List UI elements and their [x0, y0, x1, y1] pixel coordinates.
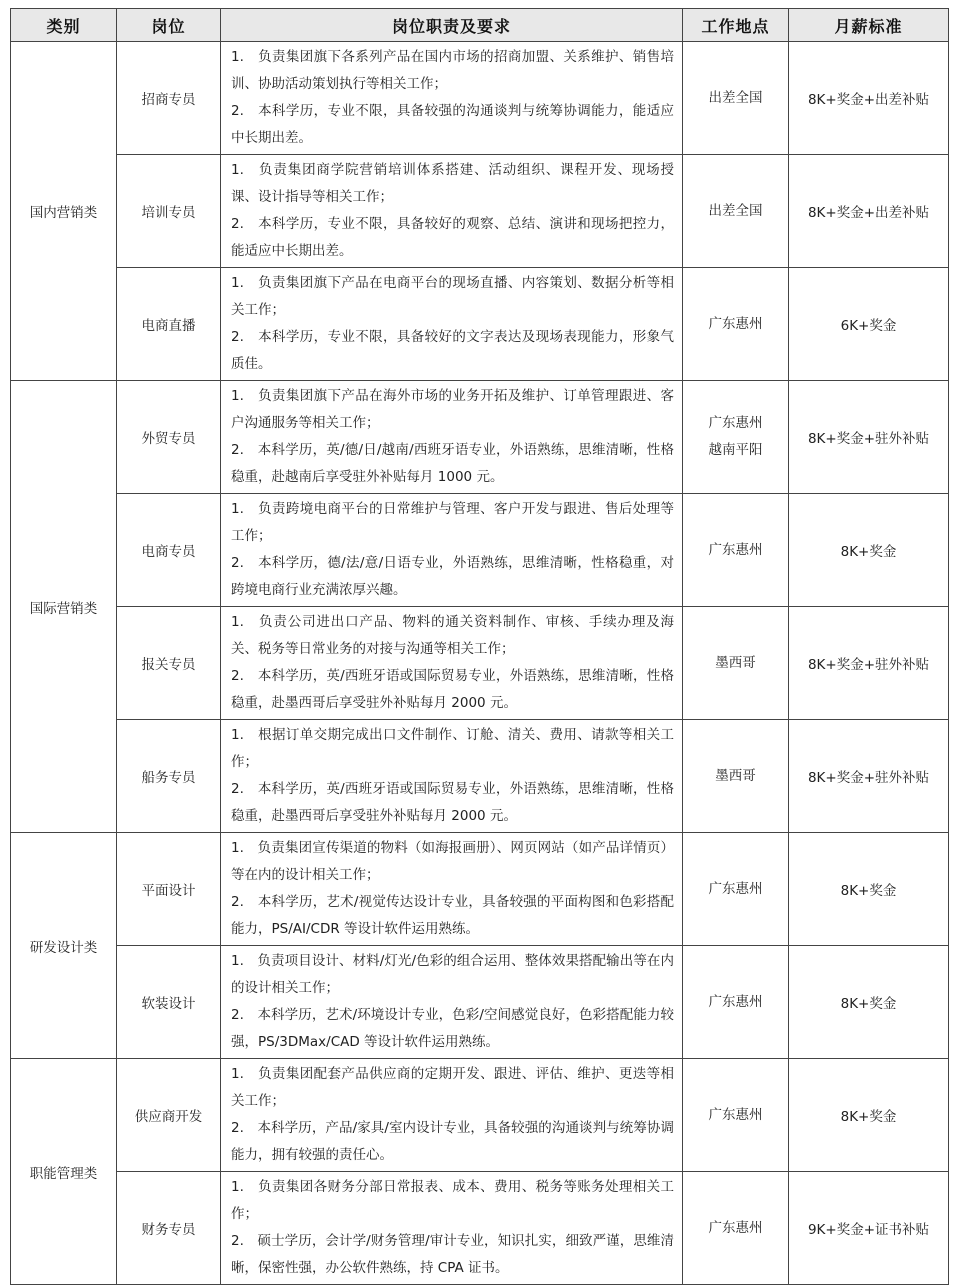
location-cell	[683, 1059, 789, 1172]
duty-line-2: 2. 本科学历，艺术/环境设计专业，色彩/空间感觉良好，色彩搭配能力较强，PS/3DMax/CAD 等设计软件运用熟练。	[231, 1007, 674, 1050]
position-cell: 平面设计	[117, 833, 221, 946]
duty-line-2: 2. 本科学历，英/西班牙语或国际贸易专业，外语熟练，思维清晰，性格稳重，赴墨西哥后享受驻外补贴每月 2000 元。	[231, 668, 674, 711]
duty-line-2: 2. 本科学历，产品/家具/室内设计专业，具备较强的沟通谈判与统筹协调能力，拥有较强的责任心。	[231, 1120, 674, 1163]
duty-line-1: 1. 负责集团配套产品供应商的定期开发、跟进、评估、维护、更迭等相关工作；	[231, 1066, 674, 1109]
position-cell: 报关专员	[117, 607, 221, 720]
header-location: 工作地点	[683, 9, 789, 42]
salary-cell: 8K+奖金+驻外补贴	[789, 607, 949, 720]
location-text: 广东惠州	[708, 315, 763, 332]
category-cell: 研发设计类	[11, 833, 117, 1059]
duties-cell	[221, 833, 683, 946]
location-cell	[683, 833, 789, 946]
duty-line-1: 1. 根据订单交期完成出口文件制作、订舱、清关、费用、请款等相关工作；	[231, 727, 674, 770]
duties-cell	[221, 155, 683, 268]
category-cell: 国际营销类	[11, 381, 117, 833]
duty-line-2: 2. 本科学历，德/法/意/日语专业，外语熟练，思维清晰，性格稳重，对跨境电商行业充满浓厚兴趣。	[231, 555, 674, 598]
duties-cell	[221, 1172, 683, 1285]
salary-cell: 8K+奖金	[789, 1059, 949, 1172]
duty-line-2: 2. 本科学历，专业不限，具备较强的沟通谈判与统筹协调能力，能适应中长期出差。	[231, 103, 674, 146]
location-text: 出差全国	[708, 202, 763, 219]
table-row	[11, 607, 949, 720]
table-row	[11, 494, 949, 607]
location-cell	[683, 946, 789, 1059]
table-row	[11, 42, 949, 155]
duty-line-1: 1. 负责项目设计、材料/灯光/色彩的组合运用、整体效果搭配输出等在内的设计相关工作；	[231, 953, 674, 996]
duty-line-1: 1. 负责集团旗下产品在海外市场的业务开拓及维护、订单管理跟进、客户沟通服务等相关工作；	[231, 388, 674, 431]
header-category: 类别	[11, 9, 117, 42]
position-cell: 软装设计	[117, 946, 221, 1059]
duty-line-1: 1. 负责集团商学院营销培训体系搭建、活动组织、课程开发、现场授课、设计指导等相关工作；	[231, 162, 674, 205]
duty-line-1: 1. 负责集团旗下各系列产品在国内市场的招商加盟、关系维护、销售培训、协助活动策划执行等相关工作；	[231, 49, 674, 92]
duty-line-1: 1. 负责集团宣传渠道的物料（如海报画册）、网页网站（如产品详情页）等在内的设计相关工作；	[231, 840, 674, 883]
duties-cell	[221, 1059, 683, 1172]
position-cell: 船务专员	[117, 720, 221, 833]
header-position: 岗位	[117, 9, 221, 42]
salary-cell: 8K+奖金+驻外补贴	[789, 720, 949, 833]
location-text: 广东惠州	[708, 880, 763, 897]
duties-cell	[221, 720, 683, 833]
salary-cell: 8K+奖金+出差补贴	[789, 42, 949, 155]
position-cell: 电商专员	[117, 494, 221, 607]
position-cell: 供应商开发	[117, 1059, 221, 1172]
salary-cell: 8K+奖金+驻外补贴	[789, 381, 949, 494]
location-text: 越南平阳	[708, 442, 763, 458]
duties-cell	[221, 42, 683, 155]
category-cell: 国内营销类	[11, 42, 117, 381]
salary-cell: 8K+奖金	[789, 833, 949, 946]
location-text: 广东惠州	[708, 541, 763, 558]
table-row	[11, 381, 949, 494]
category-cell: 职能管理类	[11, 1059, 117, 1285]
table-row	[11, 833, 949, 946]
location-text: 墨西哥	[715, 654, 756, 671]
location-cell	[683, 494, 789, 607]
position-cell: 电商直播	[117, 268, 221, 381]
duty-line-2: 2. 本科学历，英/德/日/越南/西班牙语专业，外语熟练，思维清晰，性格稳重，赴越南后享受驻外补贴每月 1000 元。	[231, 442, 674, 485]
location-text: 出差全国	[708, 89, 763, 106]
duty-line-1: 1. 负责集团各财务分部日常报表、成本、费用、税务等账务处理相关工作；	[231, 1179, 674, 1222]
duty-line-1: 1. 负责跨境电商平台的日常维护与管理、客户开发与跟进、售后处理等工作；	[231, 501, 674, 544]
location-cell	[683, 42, 789, 155]
location-text: 广东惠州	[708, 993, 763, 1010]
duty-line-1: 1. 负责公司进出口产品、物料的通关资料制作、审核、手续办理及海关、税务等日常业务的对接与沟通等相关工作；	[231, 614, 674, 657]
duties-cell	[221, 381, 683, 494]
duties-cell	[221, 607, 683, 720]
duties-cell	[221, 946, 683, 1059]
duties-cell	[221, 268, 683, 381]
salary-cell: 8K+奖金+出差补贴	[789, 155, 949, 268]
location-cell	[683, 268, 789, 381]
table-row	[11, 946, 949, 1059]
duty-line-2: 2. 本科学历，艺术/视觉传达设计专业，具备较强的平面构图和色彩搭配能力，PS/AI/CDR 等设计软件运用熟练。	[231, 894, 674, 937]
position-cell: 招商专员	[117, 42, 221, 155]
location-cell	[683, 607, 789, 720]
table-row	[11, 268, 949, 381]
position-cell: 外贸专员	[117, 381, 221, 494]
duty-line-2: 2. 本科学历，专业不限，具备较好的观察、总结、演讲和现场把控力，能适应中长期出差。	[231, 216, 674, 259]
salary-cell: 9K+奖金+证书补贴	[789, 1172, 949, 1285]
duty-line-1: 1. 负责集团旗下产品在电商平台的现场直播、内容策划、数据分析等相关工作；	[231, 275, 674, 318]
duty-line-2: 2. 硕士学历，会计学/财务管理/审计专业，知识扎实，细致严谨，思维清晰，保密性强，办公软件熟练，持 CPA 证书。	[231, 1233, 674, 1276]
salary-cell: 6K+奖金	[789, 268, 949, 381]
location-text: 广东惠州	[708, 415, 763, 431]
duty-line-2: 2. 本科学历，英/西班牙语或国际贸易专业，外语熟练，思维清晰，性格稳重，赴墨西哥后享受驻外补贴每月 2000 元。	[231, 781, 674, 824]
salary-cell: 8K+奖金	[789, 494, 949, 607]
table-row	[11, 720, 949, 833]
duties-cell	[221, 494, 683, 607]
header-salary: 月薪标准	[789, 9, 949, 42]
salary-cell: 8K+奖金	[789, 946, 949, 1059]
position-cell: 财务专员	[117, 1172, 221, 1285]
duty-line-2: 2. 本科学历，专业不限，具备较好的文字表达及现场表现能力，形象气质佳。	[231, 329, 674, 372]
job-table	[10, 8, 949, 1285]
header-duties: 岗位职责及要求	[221, 9, 683, 42]
table-row	[11, 1172, 949, 1285]
location-cell	[683, 720, 789, 833]
location-text: 广东惠州	[708, 1219, 763, 1236]
table-row	[11, 1059, 949, 1172]
location-cell	[683, 1172, 789, 1285]
location-cell	[683, 381, 789, 494]
location-text: 墨西哥	[715, 767, 756, 784]
location-cell	[683, 155, 789, 268]
location-text: 广东惠州	[708, 1106, 763, 1123]
table-header-row	[11, 9, 949, 42]
table-row	[11, 155, 949, 268]
position-cell: 培训专员	[117, 155, 221, 268]
